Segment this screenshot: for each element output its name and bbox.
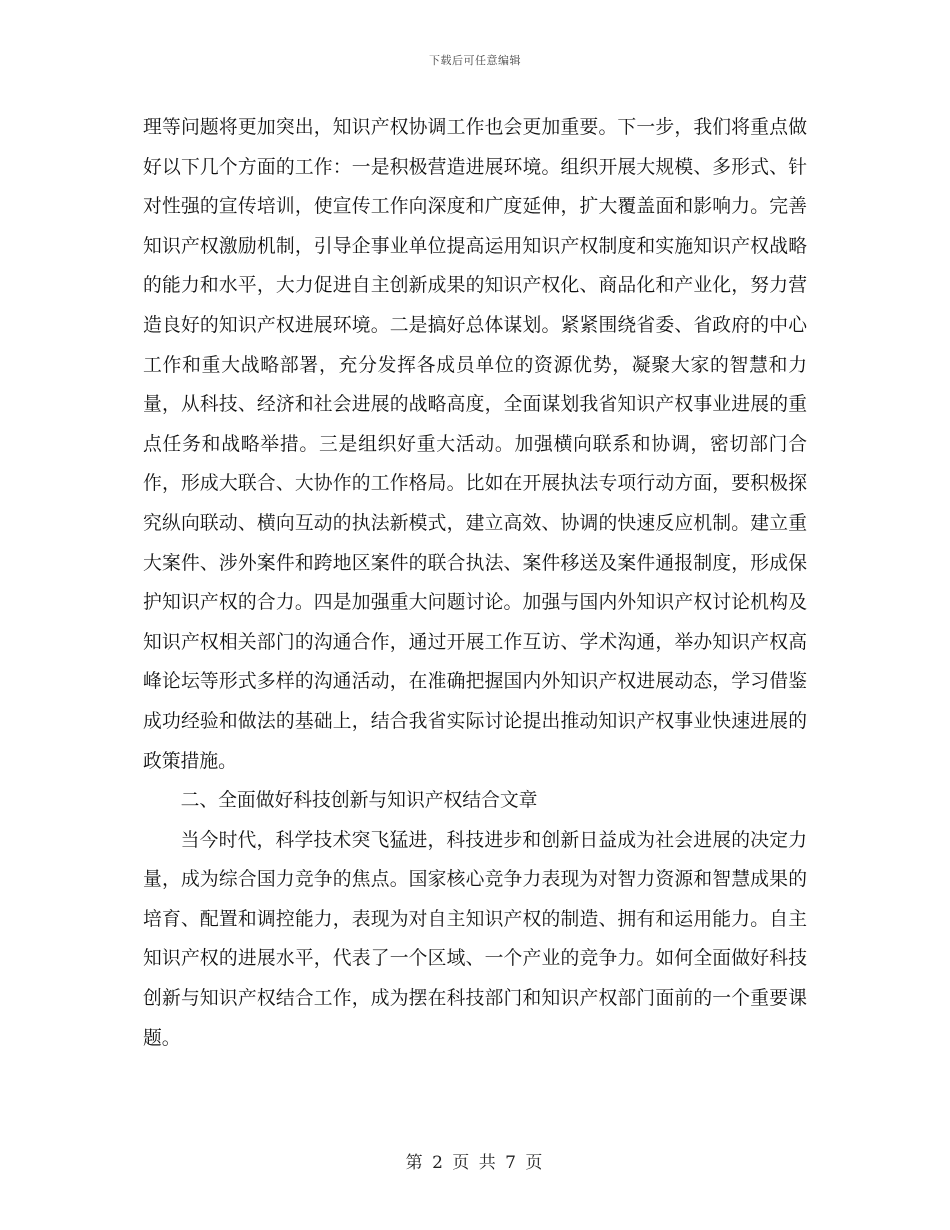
paragraph-continued: 理等问题将更加突出，知识产权协调工作也会更加重要。下一步，我们将重点做好以下几个方面的工作：一是积极营造进展环境。组织开展大规模、多形式、针对性强的宣传培训，使宣传工作向深度和广度延伸，扩大覆盖面和影响力。完善知识产权激励机制，引导企事业单位提高运用知识产权制度和实施知识产权战略的能力和水平，大力促进自主创新成果的知识产权化、商品化和产业化，努力营造良好的知识产权进展环境。二是搞好总体谋划。紧紧围绕省委、省政府的中心工作和重大战略部署，充分发挥各成员单位的资源优势，凝聚大家的智慧和力量，从科技、经济和社会进展的战略高度，全面谋划我省知识产权事业进展的重点任务和战略举措。三是组织好重大活动。加强横向联系和协调，密切部门合作，形成大联合、大协作的工作格局。比如在开展执法专项行动方面，要积极探究纵向联动、横向互动的执法新模式，建立高效、协调的快速反应机制。建立重大案件、涉外案件和跨地区案件的联合执法、案件移送及案件通报制度，形成保护知识产权的合力。四是加强重大问题讨论。加强与国内外知识产权讨论机构及知识产权相关部门的沟通合作，通过开展工作互访、学术沟通，举办知识产权高峰论坛等形式多样的沟通活动，在准确把握国内外知识产权进展动态，学习借鉴成功经验和做法的基础上，结合我省实际讨论提出推动知识产权事业快速进展的政策措施。 (143, 117, 807, 772)
page-number: 第 2 页 共 7 页 (405, 1153, 545, 1173)
section-heading: 二、全面做好科技创新与知识产权结合文章 (180, 790, 538, 812)
page-header: 下载后可任意编辑 (429, 54, 521, 67)
document-body (143, 108, 807, 1058)
paragraph: 当今时代，科学技术突飞猛进，科技进步和创新日益成为社会进展的决定力量，成为综合国力竞争的焦点。国家核心竞争力表现为对智力资源和智慧成果的培育、配置和调控能力，表现为对自主知识产权的制造、拥有和运用能力。自主知识产权的进展水平，代表了一个区域、一个产业的竞争力。如何全面做好科技创新与知识产权结合工作，成为摆在科技部门和知识产权部门面前的一个重要课题。 (143, 829, 807, 1049)
